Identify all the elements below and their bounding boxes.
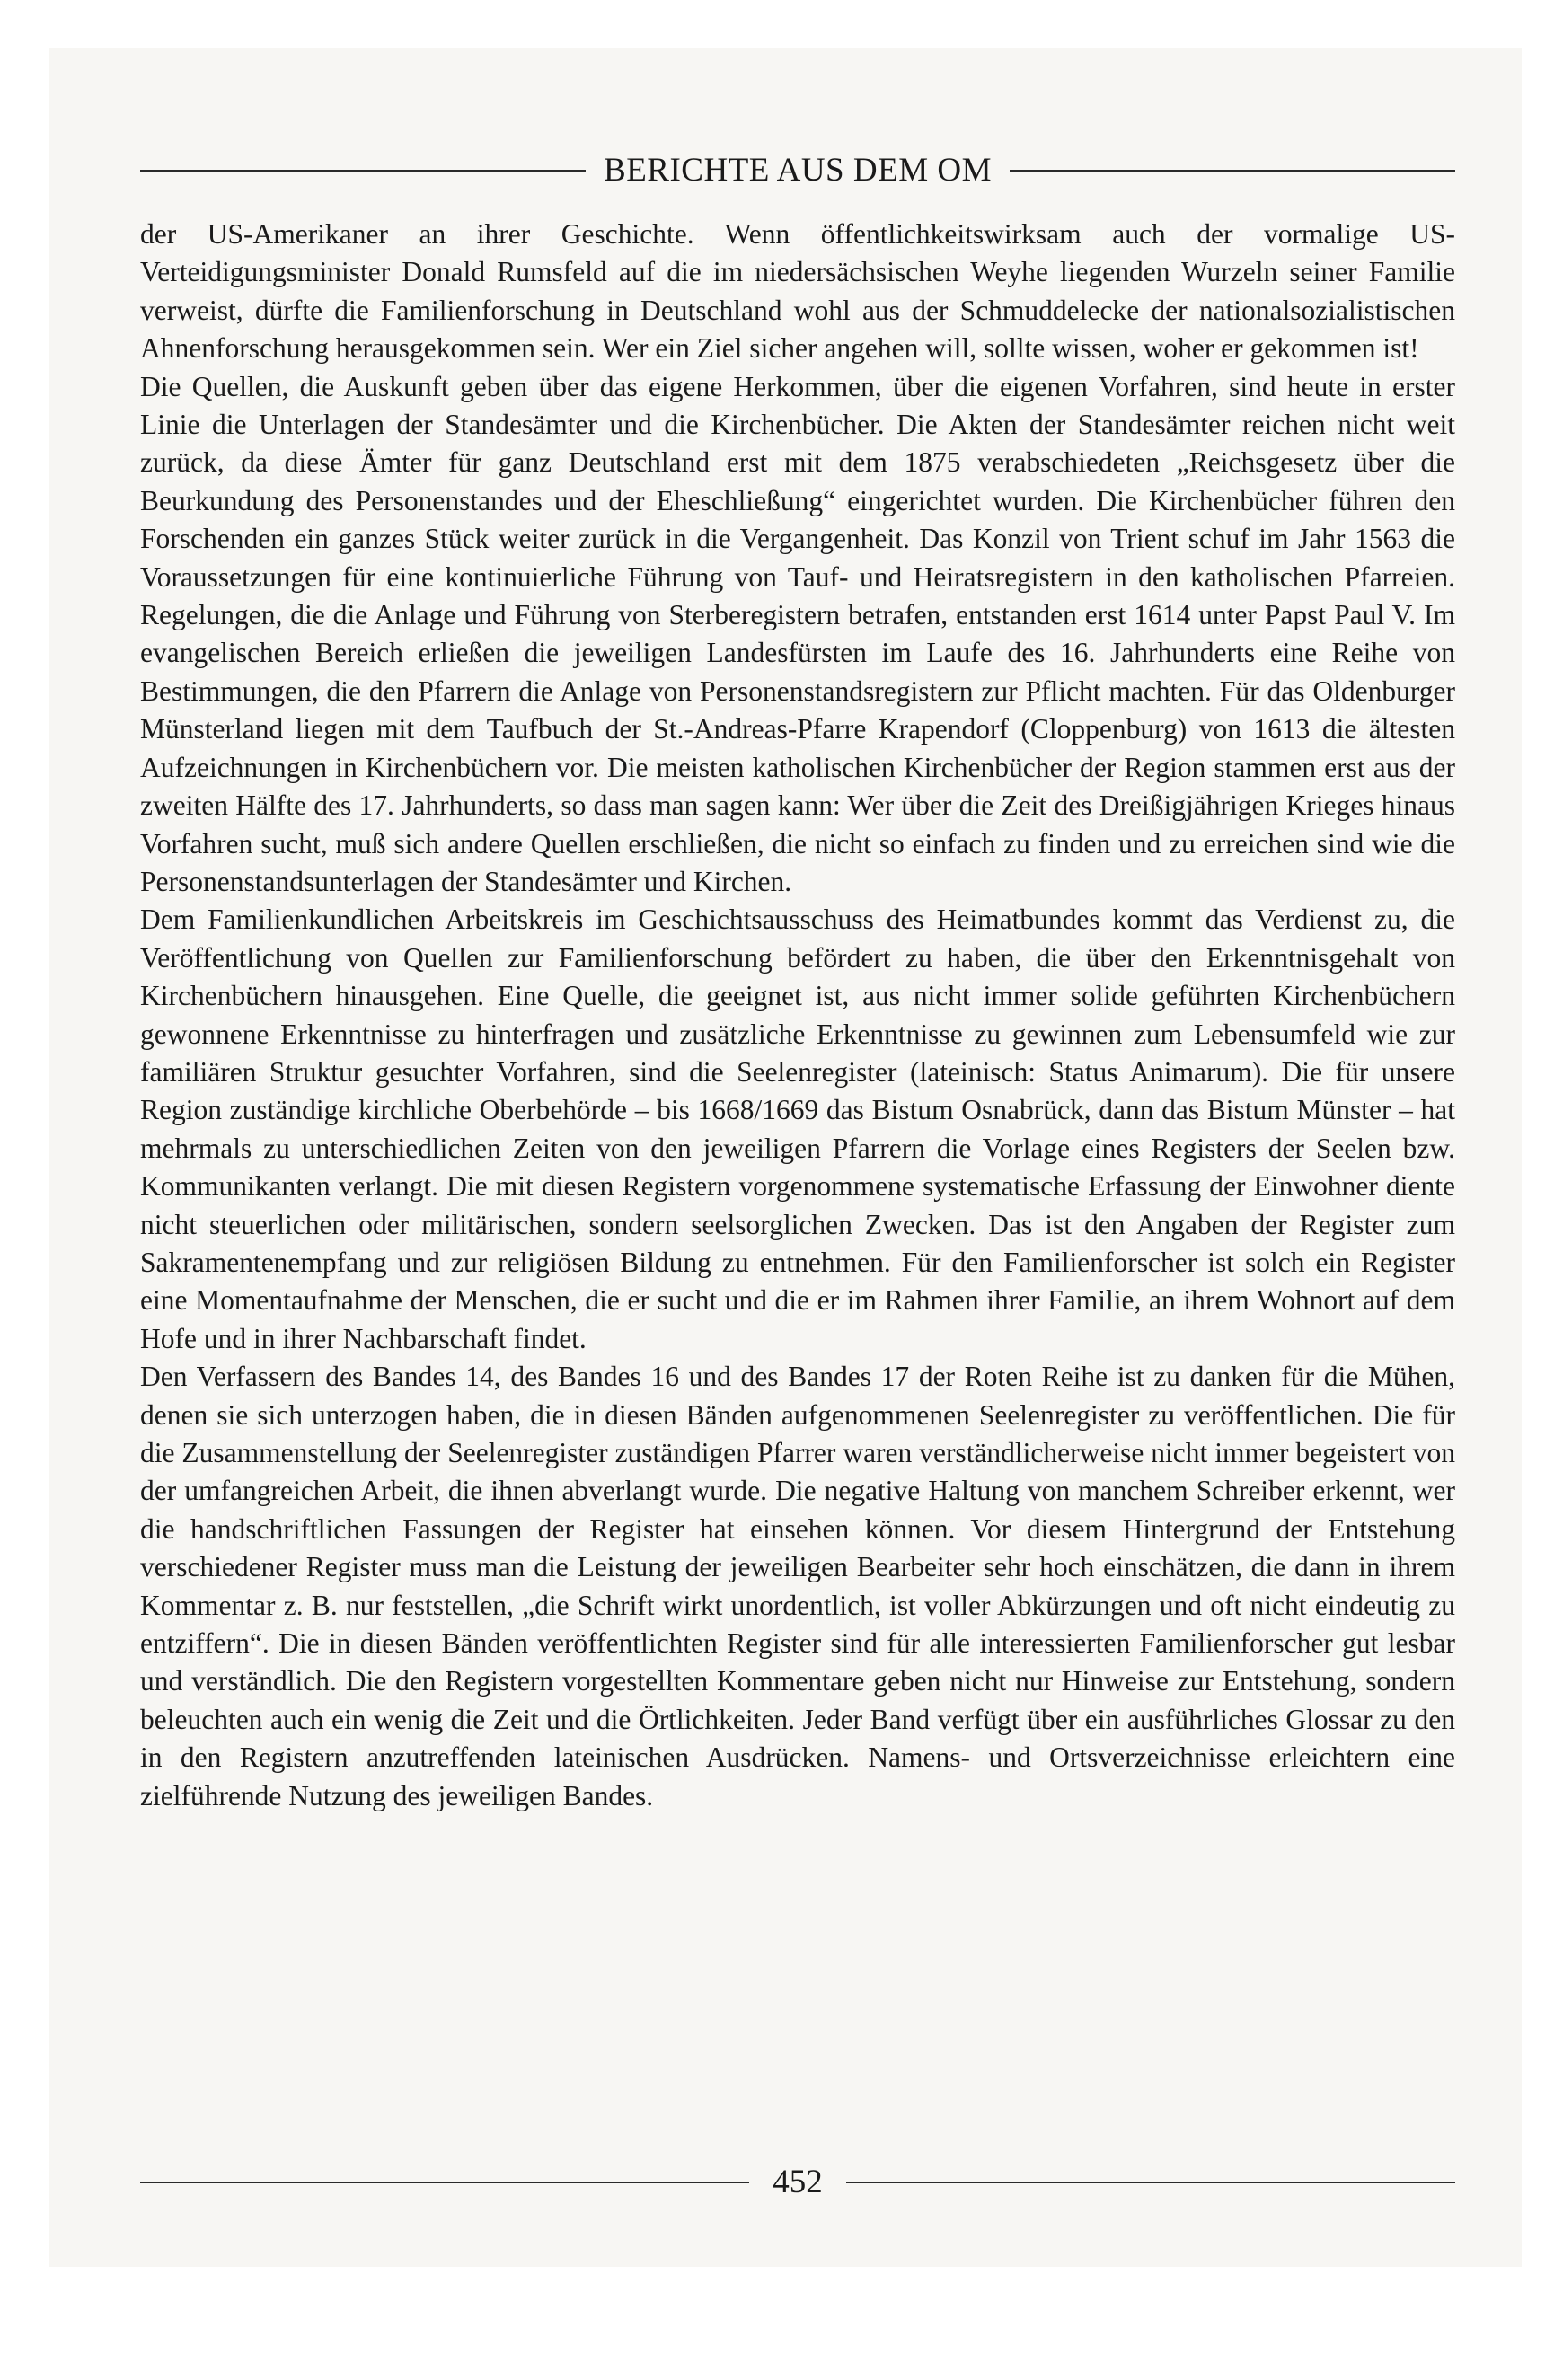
paragraph-3: Dem Familienkundlichen Arbeitskreis im Geschichtsausschuss des Heimatbundes kommt das Verdienst zu, die Veröffentlichung von Quellen zur Familienforschung befördert zu haben, die über den Erkenntnisgehalt von Kirchenbüchern hinausgehen. Eine Quelle, die geeignet ist, aus nicht immer solide geführten Kirchenbüchern gewonnene Erkenntnisse zu hinterfragen und zusätzliche Erkenntnisse zu gewinnen zum Lebensumfeld wie zur familiären Struktur gesuchter Vorfahren, sind die Seelenregister (lateinisch: Status Animarum). Die für unsere Region zuständige kirchliche Oberbehörde – bis 1668/1669 das Bistum Osnabrück, dann das Bistum Münster – hat mehrmals zu unterschiedlichen Zeiten von den jeweiligen Pfarrern die Vorlage eines Registers der Seelen bzw. Kommunikanten verlangt. Die mit diesen Registern vorgenommene systematische Erfassung der Einwohner diente nicht steuerlichen oder militärischen, sondern seelsorglichen Zwecken. Das ist den Angaben der Register zum Sakramentenempfang und zur religiösen Bildung zu entnehmen. Für den Familienforscher ist solch ein Register eine Momentaufnahme der Menschen, die er sucht und die er im Rahmen ihrer Familie, an ihrem Wohnort auf dem Hofe und in ihrer Nachbarschaft findet.	[140, 904, 1455, 1354]
running-header-title: BERICHTE AUS DEM OM	[604, 152, 992, 189]
page-footer	[140, 2163, 1455, 2201]
page-number: 452	[773, 2164, 823, 2200]
paragraph-1: der US-Amerikaner an ihrer Geschichte. Wenn öffentlichkeitswirksam auch der vormalige US-Verteidigungsminister Donald Rumsfeld auf die im niedersächsischen Weyhe liegenden Wurzeln seiner Familie verweist, dürfte die Familienforschung in Deutschland wohl aus der Schmuddelecke der nationalsozialistischen Ahnenforschung herausgekommen sein. Wer ein Ziel sicher angehen will, sollte wissen, woher er gekommen ist!	[140, 218, 1455, 365]
header-rule-right	[1010, 170, 1455, 172]
article-body	[140, 216, 1455, 1815]
footer-rule-right	[846, 2182, 1455, 2183]
paragraph-2: Die Quellen, die Auskunft geben über das eigene Herkommen, über die eigenen Vorfahren, sind heute in erster Linie die Unterlagen der Standesämter und die Kirchenbücher. Die Akten der Standesämter reichen nicht weit zurück, da diese Ämter für ganz Deutschland erst mit dem 1875 verabschiedeten „Reichsgesetz über die Beurkundung des Personenstandes und der Eheschließung“ eingerichtet wurden. Die Kirchenbücher führen den Forschenden ein ganzes Stück weiter zurück in die Vergangenheit. Das Konzil von Trient schuf im Jahr 1563 die Voraussetzungen für eine kontinuierliche Führung von Tauf- und Heiratsregistern in den katholischen Pfarreien. Regelungen, die die Anlage und Führung von Sterberegistern betrafen, entstanden erst 1614 unter Papst Paul V. Im evangelischen Bereich erließen die jeweiligen Landesfürsten im Laufe des 16. Jahrhunderts eine Reihe von Bestimmungen, die den Pfarrern die Anlage von Personenstandsregistern zur Pflicht machten. Für das Oldenburger Münsterland liegen mit dem Taufbuch der St.-Andreas-Pfarre Krapendorf (Cloppenburg) von 1613 die ältesten Aufzeichnungen in Kirchenbüchern vor. Die meisten katholischen Kirchenbücher der Region stammen erst aus der zweiten Hälfte des 17. Jahrhunderts, so dass man sagen kann: Wer über die Zeit des Dreißigjährigen Krieges hinaus Vorfahren sucht, muß sich andere Quellen erschließen, die nicht so einfach zu finden und zu erreichen sind wie die Personenstandsunterlagen der Standesämter und Kirchen.	[140, 370, 1455, 897]
footer-rule-left	[140, 2182, 749, 2183]
paragraph-4: Den Verfassern des Bandes 14, des Bandes 16 und des Bandes 17 der Roten Reihe ist zu danken für die Mühen, denen sie sich unterzogen haben, die in diesen Bänden aufgenommenen Seelenregister zu veröffentlichen. Die für die Zusammenstellung der Seelenregister zuständigen Pfarrer waren verständlicherweise nicht immer begeistert von der umfangreichen Arbeit, die ihnen abverlangt wurde. Die negative Haltung von manchem Schreiber erkennt, wer die handschriftlichen Fassungen der Register hat einsehen können. Vor diesem Hintergrund der Entstehung verschiedener Register muss man die Leistung der jeweiligen Bearbeiter sehr hoch einschätzen, die dann in ihrem Kommentar z. B. nur feststellen, „die Schrift wirkt unordentlich, ist voller Abkürzungen und oft nicht eindeutig zu entziffern“. Die in diesen Bänden veröffentlichten Register sind für alle interessierten Familienforscher gut lesbar und verständlich. Die den Registern vorgestellten Kommentare geben nicht nur Hinweise zur Entstehung, sondern beleuchten auch ein wenig die Zeit und die Örtlichkeiten. Jeder Band verfügt über ein ausführliches Glossar zu den in den Registern anzutreffenden lateinischen Ausdrücken. Namens- und Ortsverzeichnisse erleichtern eine zielführende Nutzung des jeweiligen Bandes.	[140, 1361, 1455, 1811]
running-header	[140, 151, 1455, 190]
header-rule-left	[140, 170, 586, 172]
